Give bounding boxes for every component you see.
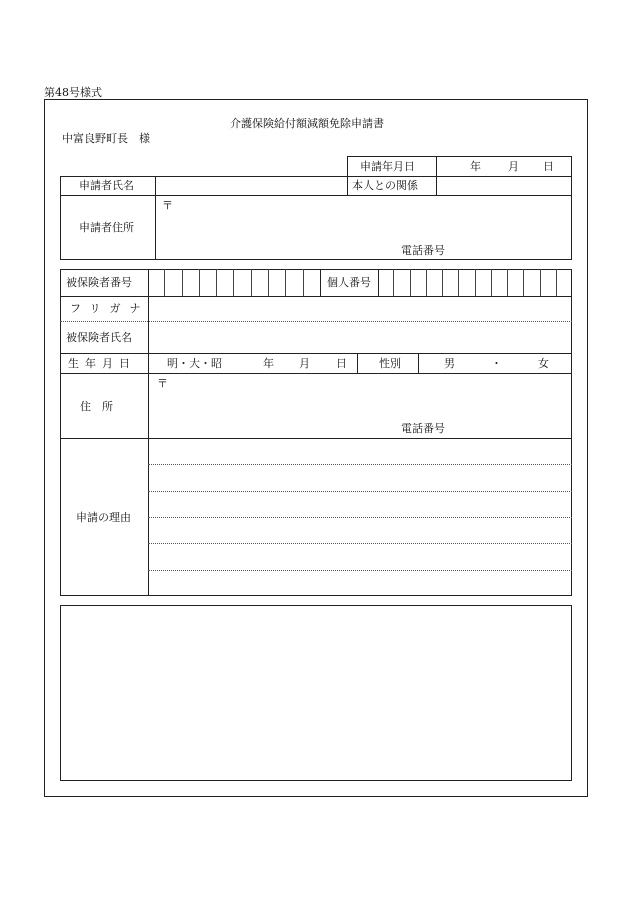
insured-number-cells[interactable] — [148, 269, 320, 296]
application-date-label: 申請年月日 — [360, 160, 415, 173]
birth-year[interactable]: 年 — [263, 357, 274, 370]
personal-number-label: 個人番号 — [327, 276, 371, 289]
personal-number-cells[interactable] — [378, 269, 572, 296]
application-date-year[interactable]: 年 — [470, 160, 481, 173]
sex-male[interactable]: 男 — [444, 357, 455, 370]
birth-day[interactable]: 日 — [336, 357, 347, 370]
sex-label: 性別 — [379, 357, 401, 370]
reason-writing-line — [148, 491, 572, 492]
furigana-field[interactable] — [150, 298, 570, 320]
applicant-address-label: 申請者住所 — [79, 221, 134, 234]
applicant-postal-mark: 〒 — [162, 199, 173, 212]
birth-date-label: 生年月日 — [68, 357, 136, 370]
applicant-name-label: 申請者氏名 — [79, 179, 134, 192]
sex-female[interactable]: 女 — [538, 357, 549, 370]
reason-label: 申請の理由 — [76, 511, 131, 524]
reason-writing-line — [148, 570, 572, 571]
furigana-label: フリガナ — [70, 302, 150, 315]
application-date-month[interactable]: 月 — [508, 160, 519, 173]
applicant-phone-label: 電話番号 — [401, 244, 445, 257]
applicant-address-field[interactable] — [157, 197, 570, 237]
form-title: 介護保険給付額減額免除申請書 — [230, 117, 384, 130]
insured-name-label: 被保険者氏名 — [66, 331, 132, 344]
insured-phone-label: 電話番号 — [401, 422, 445, 435]
insured-phone-field[interactable] — [450, 419, 570, 436]
reason-writing-line — [148, 464, 572, 465]
insured-number-label: 被保険者番号 — [66, 276, 132, 289]
reason-writing-line — [148, 517, 572, 518]
applicant-phone-field[interactable] — [450, 241, 570, 258]
form-number: 第48号様式 — [44, 86, 102, 99]
insured-address-field[interactable] — [150, 375, 570, 417]
note-box[interactable] — [60, 605, 572, 781]
relation-field[interactable] — [438, 177, 570, 194]
reason-writing-line — [148, 543, 572, 544]
sex-separator: ・ — [491, 357, 502, 370]
addressee: 中富良野町長 様 — [62, 132, 150, 145]
insured-name-field[interactable] — [150, 323, 570, 351]
applicant-name-field[interactable] — [157, 177, 345, 194]
application-date-day[interactable]: 日 — [543, 160, 554, 173]
relation-label: 本人との関係 — [352, 179, 418, 192]
insured-address-label: 住 所 — [80, 400, 113, 413]
birth-month[interactable]: 月 — [299, 357, 310, 370]
era-options[interactable]: 明・大・昭 — [167, 357, 222, 370]
insured-postal-mark: 〒 — [157, 377, 168, 390]
